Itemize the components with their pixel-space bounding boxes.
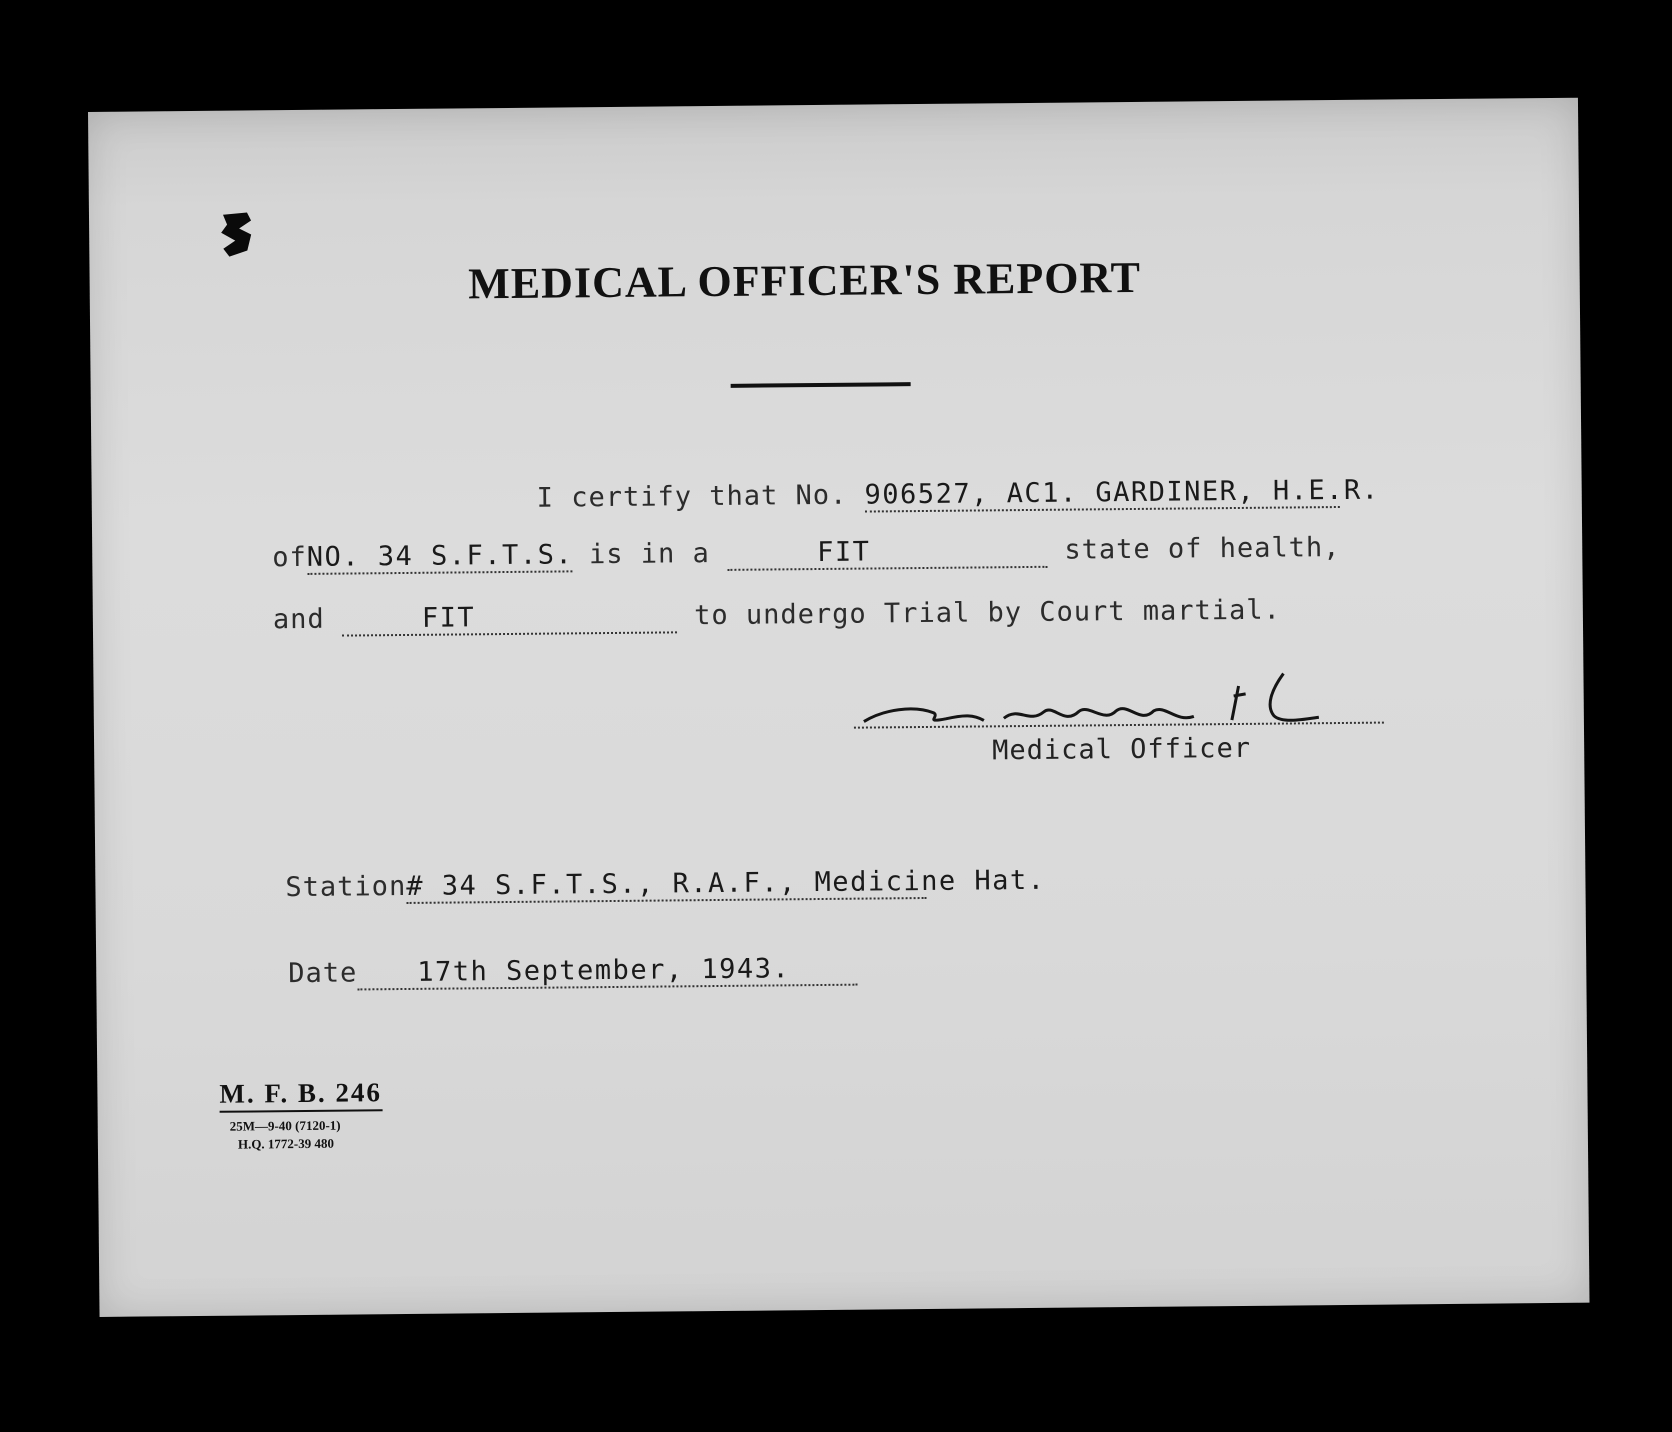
unit-line [272,532,1340,575]
trial-line [273,595,1281,638]
report-sheet [88,98,1589,1317]
is-in-a-text: is in a [588,538,710,571]
health-status-field: FIT [727,535,1047,571]
station-label: Station [285,870,407,904]
station-line [285,864,1046,905]
form-number: M. F. B. 246 [219,1077,382,1113]
service-details-field: 906527, AC1. GARDINER, H.E.R. [864,474,1380,511]
unit-field: NO. 34 S.F.T.S. [306,539,574,573]
station-field: # 34 S.F.T.S., R.A.F., Medicine Hat. [406,864,1046,902]
state-of-health-text: state of health, [1064,531,1341,566]
and-prefix: and [272,603,325,636]
signature-caption: Medical Officer [992,732,1252,767]
report-title: MEDICAL OFFICER'S REPORT [468,252,1142,309]
form-print-code: 25M—9-40 (7120-1) [229,1117,341,1134]
date-line [288,953,857,991]
ink-blot-mark [217,210,257,260]
of-prefix: of [272,541,307,574]
title-underline [731,382,911,388]
trial-fitness-field: FIT [342,600,677,636]
medical-officer-signature [853,665,1334,740]
certify-line [536,474,1380,516]
trial-suffix-text: to undergo Trial by Court martial. [694,594,1281,632]
certify-prefix: I certify that No. [536,479,848,514]
form-hq-code: H.Q. 1772-39 480 [237,1135,335,1152]
date-label: Date [288,957,358,990]
date-field: 17th September, 1943. [357,953,857,991]
